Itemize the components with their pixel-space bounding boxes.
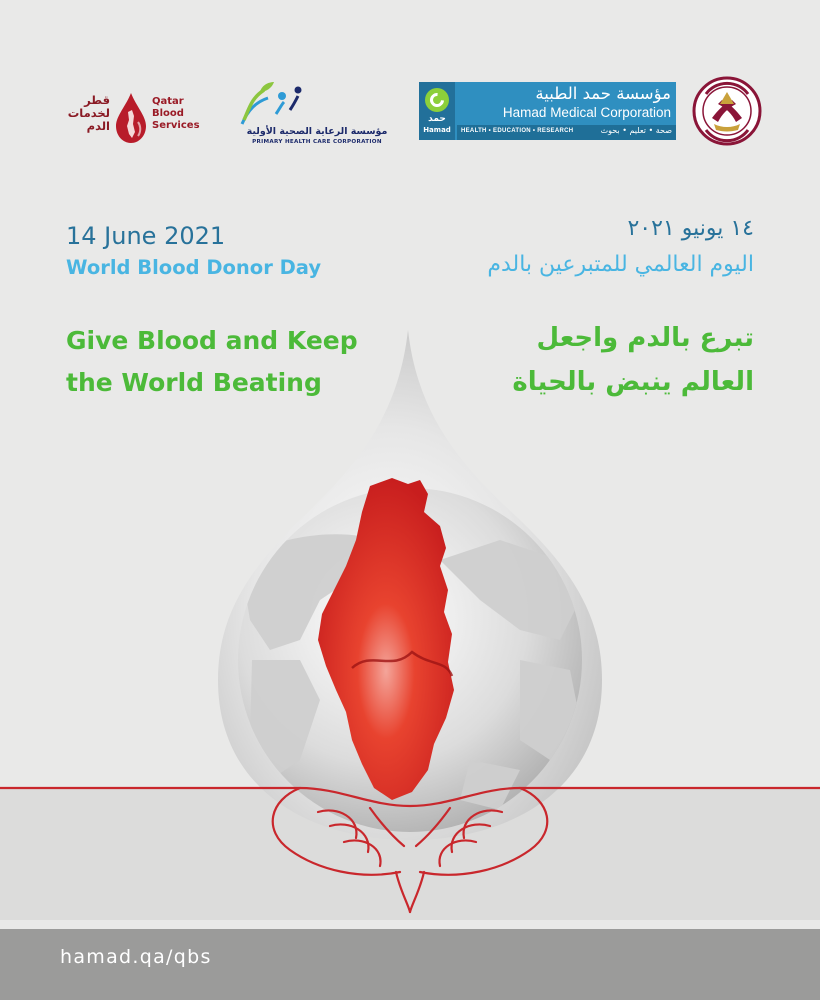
hmc-badge-arabic: حمد: [428, 114, 446, 124]
qbs-arabic-line: قطر: [84, 93, 110, 107]
event-date-arabic: ١٤ يونيو ٢٠٢١: [627, 216, 754, 241]
phcc-english-name: PRIMARY HEALTH CARE CORPORATION: [252, 139, 382, 145]
hmc-tagline-arabic: صحة • تعليم • بحوث: [600, 126, 672, 135]
blood-drop-icon: [114, 92, 148, 144]
qatar-blood-services-logo: [58, 92, 198, 150]
qbs-arabic-line: الدم: [86, 119, 110, 133]
ministry-of-public-health-emblem: [692, 74, 762, 148]
qbs-english-line: Qatar: [152, 96, 184, 107]
blood-drop-globe-illustration: [0, 320, 820, 920]
hmc-arabic-name: مؤسسة حمد الطبية: [535, 84, 671, 103]
slogan-arabic-line: العالم ينبض بالحياة: [512, 367, 754, 397]
slogan-english-line: the World Beating: [66, 368, 322, 397]
hmc-english-name: Hamad Medical Corporation: [502, 105, 671, 120]
phcc-arabic-name: مؤسسة الرعاية الصحية الأولية: [246, 126, 388, 137]
hamad-circle-icon: [425, 88, 449, 112]
event-date-english: 14 June 2021: [66, 222, 226, 250]
hamad-medical-corporation-logo: [419, 82, 676, 140]
hmc-badge-english: Hamad: [423, 126, 451, 134]
hmc-tagline-english: HEALTH • EDUCATION • RESEARCH: [461, 128, 574, 134]
phcc-logo: [232, 80, 402, 148]
qbs-english-name: [152, 96, 212, 132]
slogan-english-line: Give Blood and Keep: [66, 326, 358, 355]
qbs-english-line: Services: [152, 120, 200, 131]
qbs-english-line: Blood: [152, 108, 184, 119]
hmc-tagline-bar: [457, 125, 676, 140]
footer-bar: [0, 929, 820, 1000]
qbs-arabic-name: [58, 94, 110, 133]
footer-website-link[interactable]: hamad.qa/qbs: [60, 946, 212, 968]
event-title-arabic: اليوم العالمي للمتبرعين بالدم: [487, 252, 754, 277]
slogan-arabic-line: تبرع بالدم واجعل: [536, 323, 754, 353]
hmc-badge: [419, 82, 455, 140]
qbs-arabic-line: لخدمات: [67, 106, 110, 120]
phcc-emblem-icon: [238, 80, 318, 126]
event-title-english: World Blood Donor Day: [66, 256, 322, 279]
